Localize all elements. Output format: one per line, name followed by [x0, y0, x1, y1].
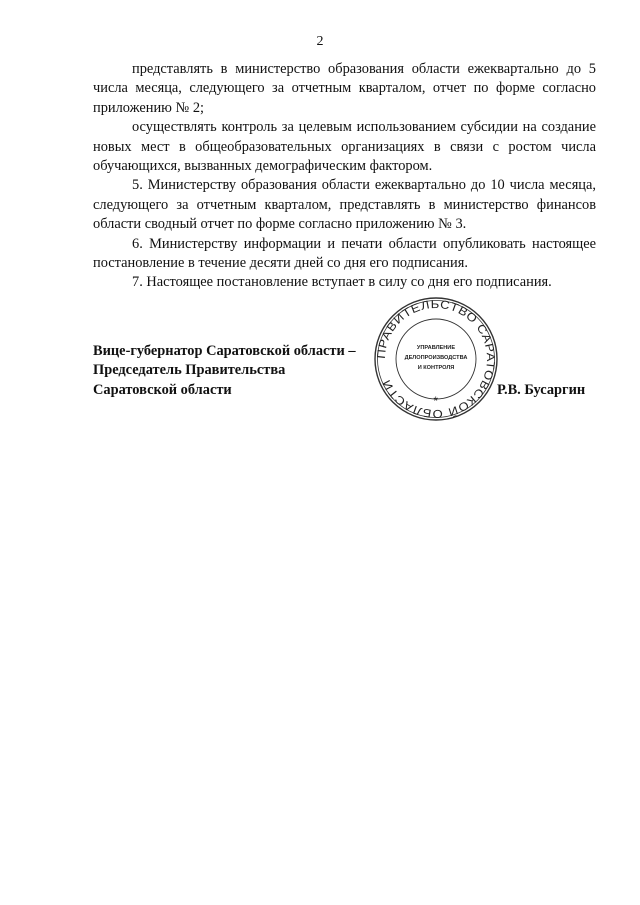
paragraph: 7. Настоящее постановление вступает в силу со дня его подписания. — [132, 274, 552, 291]
signatory-title-line: Вице-губернатор Саратовской области – — [93, 343, 356, 359]
signatory-title-line: Председатель Правительства — [93, 362, 286, 379]
signatory-name: Р.В. Бусаргин — [497, 382, 586, 398]
paragraph: 5. Министерству образования области ежеквартально до 10 числа месяца, следующего за отчетным кварталом, представлять в министерство финансов области сводный отчет по форме согласно приложению № 3. — [93, 177, 596, 233]
official-seal-graphic — [372, 295, 500, 423]
paragraph: представлять в министерство образования области ежеквартально до 5 числа месяца, следующего за отчетным кварталом, отчет по форме согласно приложению № 2; — [93, 61, 596, 116]
page-number: 2 — [316, 34, 324, 49]
signatory-title-line: Саратовской области — [93, 381, 232, 398]
seal-ring-text: ПРАВИТЕЛЬСТВО САРАТОВСКОЙ ОБЛАСТИ — [375, 298, 497, 420]
paragraph: осуществлять контроль за целевым использованием субсидии на создание новых мест в общеобразовательных организациях в связи с ростом числа обучающихся, вызванных демографическим фактором. — [93, 119, 596, 175]
star-icon: * — [433, 396, 439, 408]
document-body — [93, 60, 596, 293]
signatory-title — [93, 342, 356, 400]
official-seal — [372, 295, 500, 423]
seal-center-line: И КОНТРОЛЯ — [417, 365, 455, 371]
seal-center-line: ДЕЛОПРОИЗВОДСТВА — [404, 355, 468, 361]
paragraph: 6. Министерству информации и печати области опубликовать настоящее постановление в течение десяти дней со дня его подписания. — [93, 235, 596, 272]
seal-center-line: УПРАВЛЕНИЕ — [416, 345, 456, 351]
